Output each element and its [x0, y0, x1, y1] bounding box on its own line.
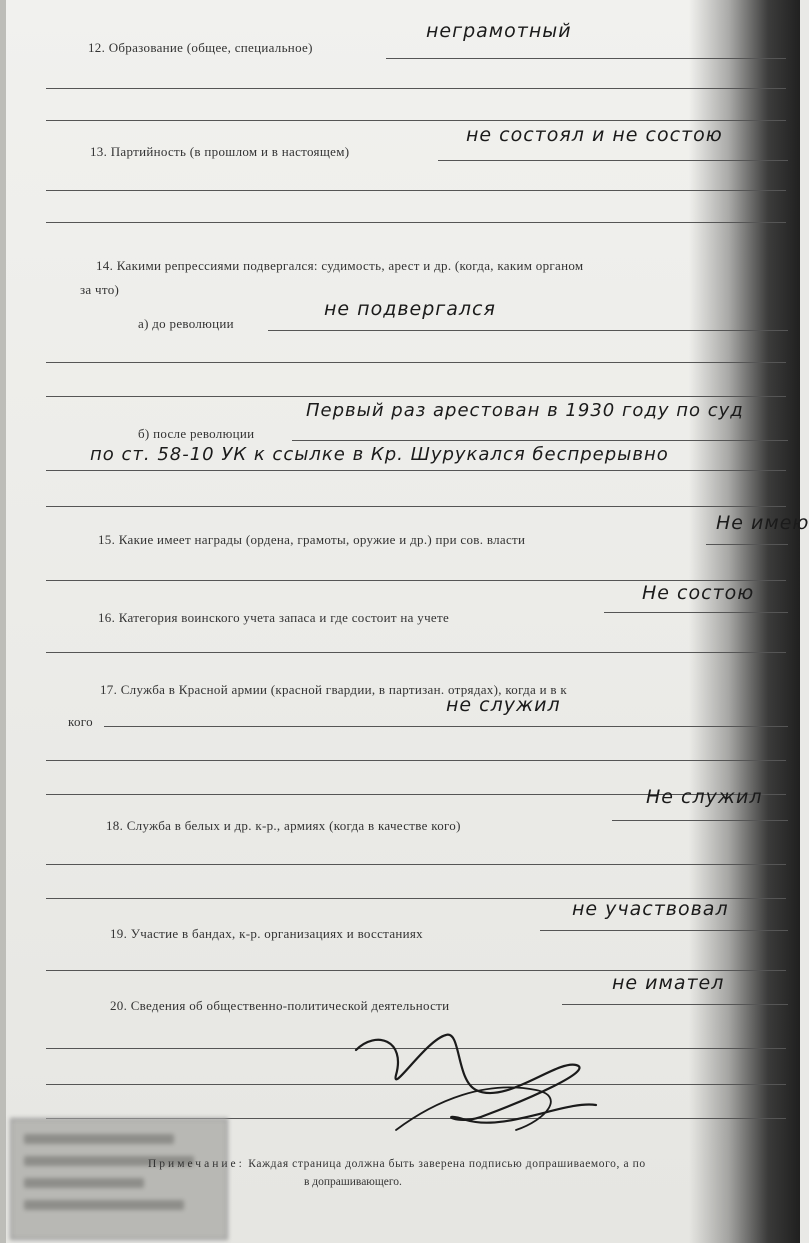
q14-label-line2: за что) [80, 282, 120, 297]
q14a-answer: не подвергался [324, 298, 496, 320]
blank-line [46, 652, 786, 653]
answer-line [562, 1004, 788, 1005]
answer-line [104, 726, 788, 727]
q17-answer: не служил [446, 694, 561, 716]
footnote-text: Каждая страница должна быть заверена подписью допрашиваемого, а по [248, 1158, 646, 1170]
answer-line [604, 612, 788, 613]
q13-label: 13. Партийность (в прошлом и в настоящем) [90, 144, 350, 159]
q16-label: 16. Категория воинского учета запаса и где состоит на учете [98, 610, 450, 625]
answer-line [706, 544, 788, 545]
blank-line [46, 362, 786, 363]
answer-line [540, 930, 788, 931]
blank-line [46, 120, 786, 121]
blank-line [46, 970, 786, 971]
q14-label-line1: 14. Какими репрессиями подвергался: судимость, арест и др. (когда, каким органом [96, 258, 584, 273]
answer-line [46, 470, 786, 471]
answer-line [386, 58, 786, 59]
answer-line [268, 330, 788, 331]
q18-label: 18. Служба в белых и др. к-р., армиях (когда в качестве кого) [106, 818, 461, 833]
q12-answer: неграмотный [426, 20, 572, 42]
blank-line [46, 580, 786, 581]
q16-answer: Не состою [642, 582, 755, 604]
answer-line [292, 440, 788, 441]
blank-line [46, 396, 786, 397]
q15-label: 15. Какие имеет награды (ордена, грамоты, оружие и др.) при сов. власти [98, 532, 526, 547]
q14b-answer-line1: Первый раз арестован в 1930 году по суд [306, 400, 744, 421]
blurred-stamp [10, 1118, 228, 1240]
blank-line [46, 88, 786, 89]
q13-answer: не состоял и не состою [466, 124, 723, 146]
answer-line [612, 820, 788, 821]
blank-line [46, 760, 786, 761]
blank-line [46, 190, 786, 191]
signature [336, 1020, 636, 1150]
blank-line [46, 222, 786, 223]
q18-answer: Не служил [646, 786, 763, 808]
q19-label: 19. Участие в бандах, к-р. организациях и восстаниях [110, 926, 423, 941]
q14b-label: б) после революции [138, 426, 255, 441]
answer-line [438, 160, 788, 161]
q17-label-line1: 17. Служба в Красной армии (красной гвардии, в партизан. отрядах), когда и в к [100, 682, 568, 697]
q14b-answer-line2: по ст. 58-10 УК к ссылке в Кр. Шурукался беспрерывно [90, 444, 669, 465]
q19-answer: не участвовал [572, 898, 729, 920]
blank-line [46, 864, 786, 865]
q17-label-line2: кого [68, 714, 93, 729]
q20-answer: не имател [612, 972, 725, 994]
footnote [148, 1158, 646, 1170]
q12-label: 12. Образование (общее, специальное) [88, 40, 313, 55]
footnote-line2: в допрашивающего. [304, 1176, 402, 1188]
blank-line [46, 506, 786, 507]
footnote-label: Примечание: [148, 1158, 245, 1170]
q15-answer: Не имею [716, 512, 809, 534]
q20-label: 20. Сведения об общественно-политической деятельности [110, 998, 450, 1013]
q14a-label: а) до революции [138, 316, 234, 331]
